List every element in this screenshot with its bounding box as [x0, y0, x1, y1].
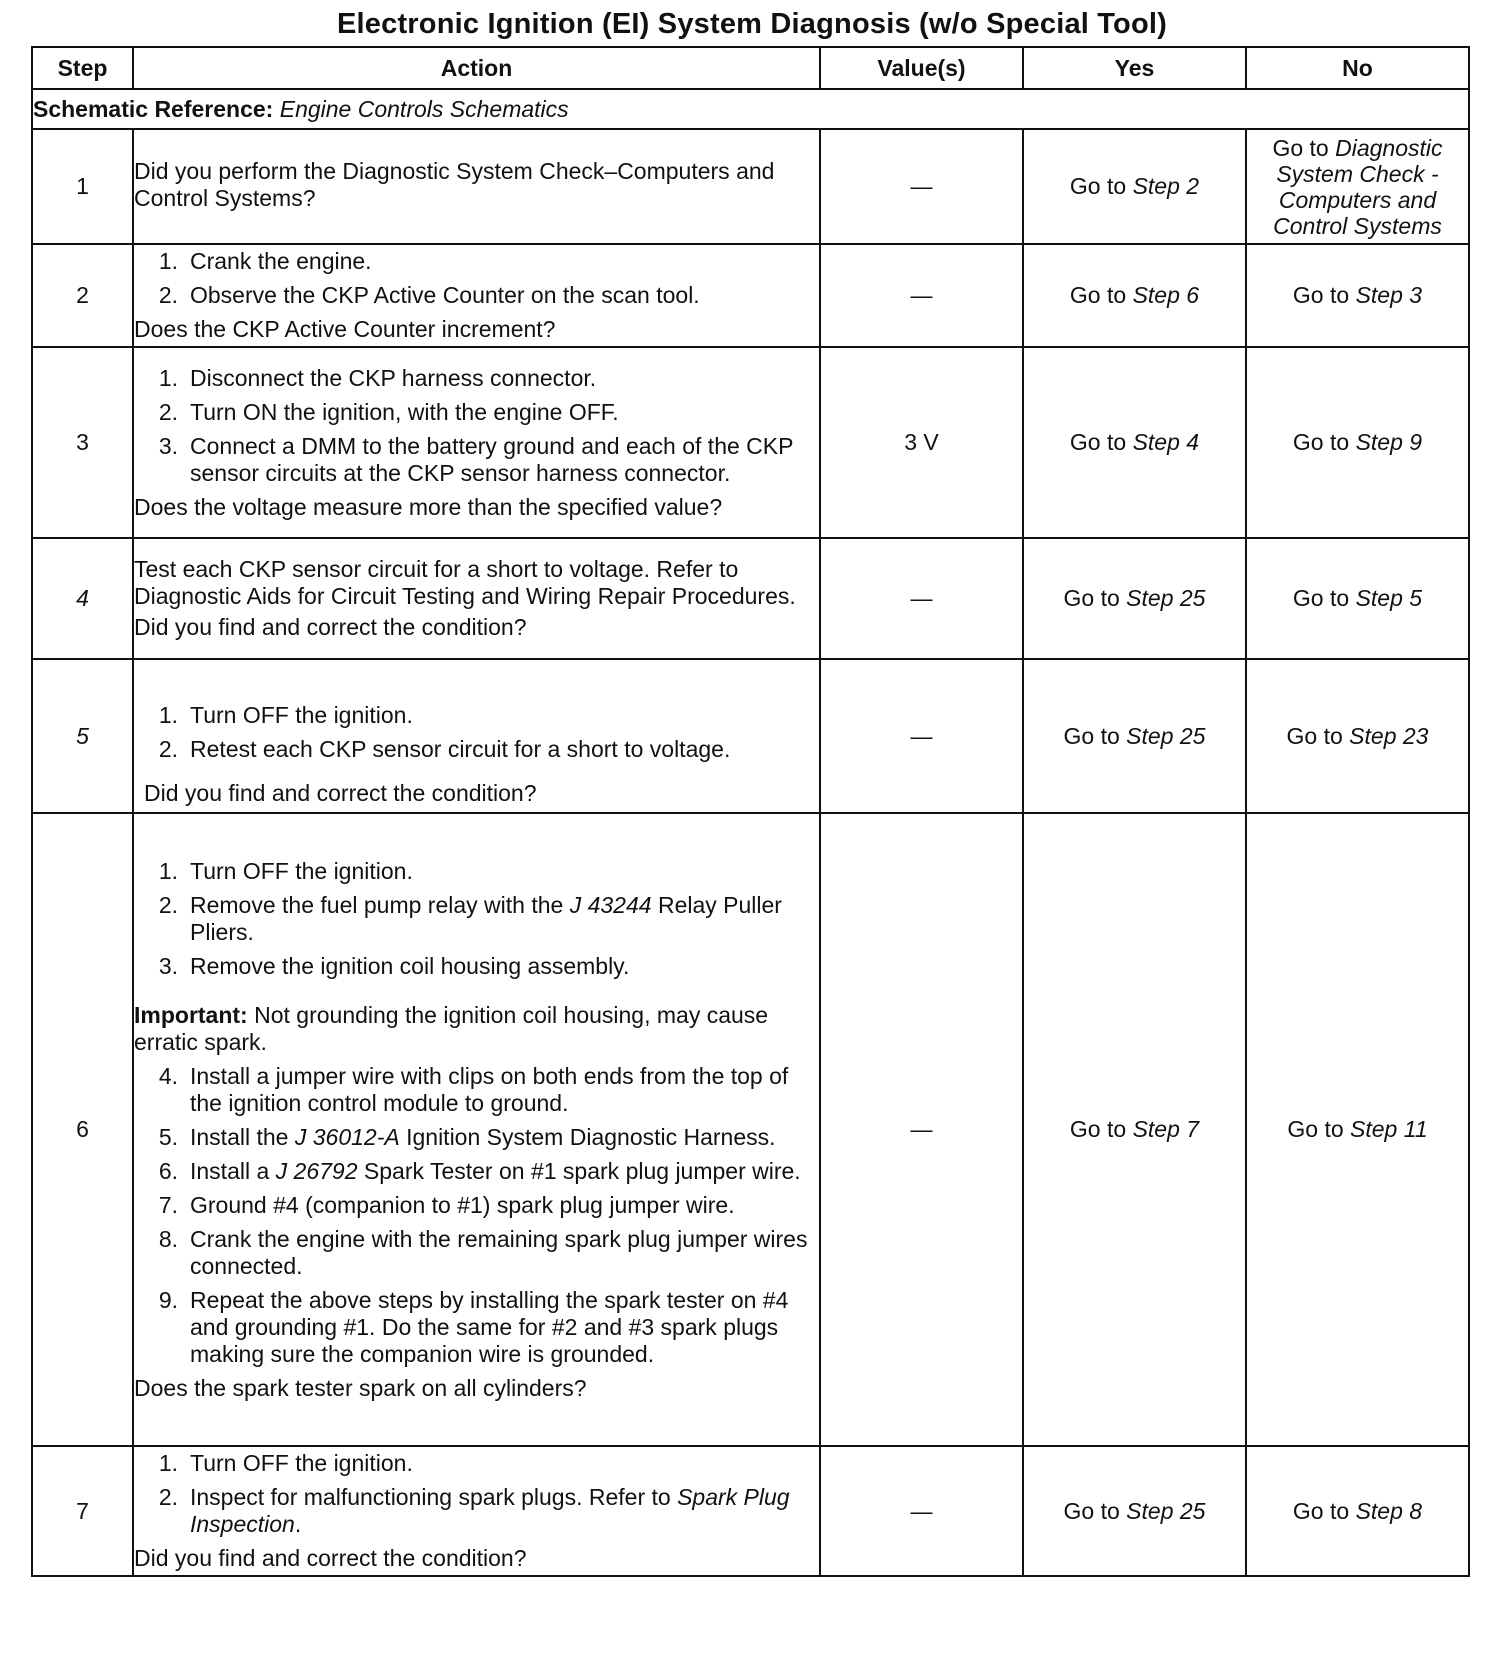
table-row — [32, 538, 1469, 659]
no-cell[interactable] — [1246, 813, 1469, 1446]
header-action: Action — [133, 47, 820, 89]
no-target-link[interactable]: Step 5 — [1355, 585, 1423, 611]
tool-name: J 26792 — [275, 1157, 358, 1184]
header-yes: Yes — [1023, 47, 1246, 89]
yes-cell[interactable] — [1023, 129, 1246, 244]
no-cell[interactable] — [1246, 659, 1469, 813]
list-item: 1. Disconnect the CKP harness connector. — [158, 364, 597, 391]
yes-target-link[interactable]: Step 4 — [1132, 429, 1200, 455]
list-item: 3. Connect a DMM to the battery ground and each of the CKP sensor circuits at the CKP sensor harness connector. — [158, 432, 794, 486]
action-cell — [133, 1446, 820, 1576]
list-item: 2. Remove the fuel pump relay with the J 43244 Relay Puller Pliers. — [158, 891, 782, 945]
list-item: 1. Turn OFF the ignition. — [158, 857, 413, 884]
header-step: Step — [32, 47, 133, 89]
reference-link[interactable]: Spark Plug Inspection — [190, 1484, 790, 1537]
list-item: 7. Ground #4 (companion to #1) spark plug jumper wire. — [158, 1191, 735, 1218]
no-prefix: Go to — [1292, 282, 1350, 308]
action-cell — [133, 813, 820, 1446]
yes-target-link[interactable]: Step 6 — [1132, 282, 1200, 308]
yes-cell[interactable] — [1023, 538, 1246, 659]
action-question: Does the voltage measure more than the specified value? — [134, 493, 723, 520]
yes-prefix: Go to — [1069, 1116, 1127, 1142]
no-prefix: Go to — [1292, 429, 1350, 455]
step-number: 2 — [32, 244, 133, 347]
header-values: Value(s) — [820, 47, 1023, 89]
no-prefix: Go to — [1292, 585, 1350, 611]
action-question: Does the spark tester spark on all cylinders? — [134, 1374, 587, 1401]
yes-cell[interactable] — [1023, 1446, 1246, 1576]
list-item: 3. Remove the ignition coil housing assembly. — [158, 952, 630, 979]
no-prefix: Go to — [1286, 722, 1343, 749]
step-number: 1 — [32, 129, 133, 244]
yes-cell[interactable] — [1023, 244, 1246, 347]
table-row — [32, 1446, 1469, 1576]
no-prefix: Go to — [1272, 134, 1329, 161]
yes-target-link[interactable]: Step 2 — [1132, 173, 1200, 199]
list-item: 1. Crank the engine. — [158, 248, 372, 274]
yes-prefix: Go to — [1069, 173, 1127, 199]
list-item: 6. Install a J 26792 Spark Tester on #1 spark plug jumper wire. — [158, 1157, 801, 1184]
no-cell[interactable] — [1246, 244, 1469, 347]
list-item: 2. Inspect for malfunctioning spark plugs. Refer to Spark Plug Inspection. — [158, 1484, 790, 1537]
list-item: 1. Turn OFF the ignition. — [158, 1450, 413, 1476]
no-target-link[interactable]: Step 8 — [1355, 1497, 1423, 1524]
yes-target-link[interactable]: Step 7 — [1132, 1116, 1200, 1142]
no-target-link[interactable]: Diagnostic System Check - Computers and Control Systems — [1273, 134, 1443, 239]
list-item: 8. Crank the engine with the remaining spark plug jumper wires connected. — [158, 1225, 808, 1279]
schematic-reference-link[interactable]: Engine Controls Schematics — [279, 95, 569, 122]
value-cell: — — [820, 538, 1023, 659]
substep-list — [134, 858, 819, 980]
step-number: 3 — [32, 347, 133, 538]
action-question: Did you find and correct the condition? — [144, 780, 537, 806]
table-row — [32, 347, 1469, 538]
yes-cell[interactable] — [1023, 347, 1246, 538]
schematic-reference-label: Schematic Reference: — [33, 95, 274, 122]
step-number: 7 — [32, 1446, 133, 1576]
no-cell[interactable] — [1246, 1446, 1469, 1576]
table-row — [32, 659, 1469, 813]
schematic-reference-row — [32, 89, 1469, 129]
value-cell: — — [820, 813, 1023, 1446]
no-target-link[interactable]: Step 23 — [1349, 722, 1429, 749]
yes-prefix: Go to — [1063, 585, 1120, 611]
schematic-reference — [32, 89, 1469, 129]
substep-list — [134, 248, 819, 309]
no-target-link[interactable]: Step 3 — [1355, 282, 1423, 308]
tool-name: J 36012-A — [294, 1123, 400, 1150]
table-row — [32, 813, 1469, 1446]
important-text: Not grounding the ignition coil housing, may cause erratic spark. — [134, 1001, 769, 1055]
action-cell — [133, 129, 820, 244]
yes-cell[interactable] — [1023, 813, 1246, 1446]
header-row — [32, 47, 1469, 89]
list-item: 2. Observe the CKP Active Counter on the scan tool. — [158, 282, 700, 308]
yes-target-link[interactable]: Step 25 — [1126, 585, 1206, 611]
action-cell — [133, 244, 820, 347]
value-cell: — — [820, 659, 1023, 813]
header-no: No — [1246, 47, 1469, 89]
yes-prefix: Go to — [1063, 722, 1120, 749]
substep-list — [134, 702, 819, 763]
value-cell: — — [820, 244, 1023, 347]
step-number: 6 — [32, 813, 133, 1446]
diagnosis-table — [31, 46, 1470, 1577]
no-target-link[interactable]: Step 9 — [1355, 429, 1423, 455]
yes-prefix: Go to — [1069, 282, 1127, 308]
value-cell: — — [820, 1446, 1023, 1576]
action-cell — [133, 538, 820, 659]
tool-name: J 43244 — [569, 891, 652, 918]
yes-target-link[interactable]: Step 25 — [1126, 1497, 1206, 1524]
value-cell: — — [820, 129, 1023, 244]
no-cell[interactable] — [1246, 538, 1469, 659]
action-text: Test each CKP sensor circuit for a short to voltage. Refer to Diagnostic Aids for Circuit Testing and Wiring Repair Procedures. — [134, 556, 796, 609]
table-row — [32, 244, 1469, 347]
action-cell — [133, 347, 820, 538]
list-item: 5. Install the J 36012-A Ignition System Diagnostic Harness. — [158, 1123, 776, 1150]
substep-list — [134, 1063, 819, 1368]
substep-list — [134, 365, 819, 487]
action-question: Does the CKP Active Counter increment? — [134, 316, 556, 342]
action-text: Did you perform the Diagnostic System Check–Computers and Control Systems? — [134, 157, 775, 211]
list-item: 1. Turn OFF the ignition. — [158, 702, 413, 728]
list-item: 4. Install a jumper wire with clips on both ends from the top of the ignition control module to ground. — [158, 1062, 789, 1116]
list-item: 9. Repeat the above steps by installing the spark tester on #4 and grounding #1. Do the same for #2 and #3 spark plugs making sure the companion wire is grounded. — [158, 1286, 789, 1367]
value-cell: 3 V — [820, 347, 1023, 538]
no-prefix: Go to — [1287, 1116, 1344, 1142]
yes-prefix: Go to — [1063, 1497, 1120, 1524]
list-item: 2. Retest each CKP sensor circuit for a short to voltage. — [158, 736, 731, 762]
substep-list — [134, 1450, 819, 1538]
no-cell[interactable] — [1246, 347, 1469, 538]
yes-prefix: Go to — [1069, 429, 1127, 455]
table-row — [32, 129, 1469, 244]
list-item: 2. Turn ON the ignition, with the engine OFF. — [158, 398, 619, 425]
no-prefix: Go to — [1292, 1497, 1350, 1524]
no-target-link[interactable]: Step 11 — [1350, 1116, 1428, 1142]
yes-target-link[interactable]: Step 25 — [1126, 722, 1206, 749]
action-cell — [133, 659, 820, 813]
no-cell[interactable] — [1246, 129, 1469, 244]
important-label: Important: — [134, 1001, 248, 1028]
step-number: 4 — [32, 538, 133, 659]
action-question: Did you find and correct the condition? — [134, 614, 527, 640]
yes-cell[interactable] — [1023, 659, 1246, 813]
step-number: 5 — [32, 659, 133, 813]
action-question: Did you find and correct the condition? — [134, 1545, 527, 1571]
page-title: Electronic Ignition (EI) System Diagnosis (w/o Special Tool) — [336, 8, 1168, 40]
important-note — [134, 1002, 819, 1056]
